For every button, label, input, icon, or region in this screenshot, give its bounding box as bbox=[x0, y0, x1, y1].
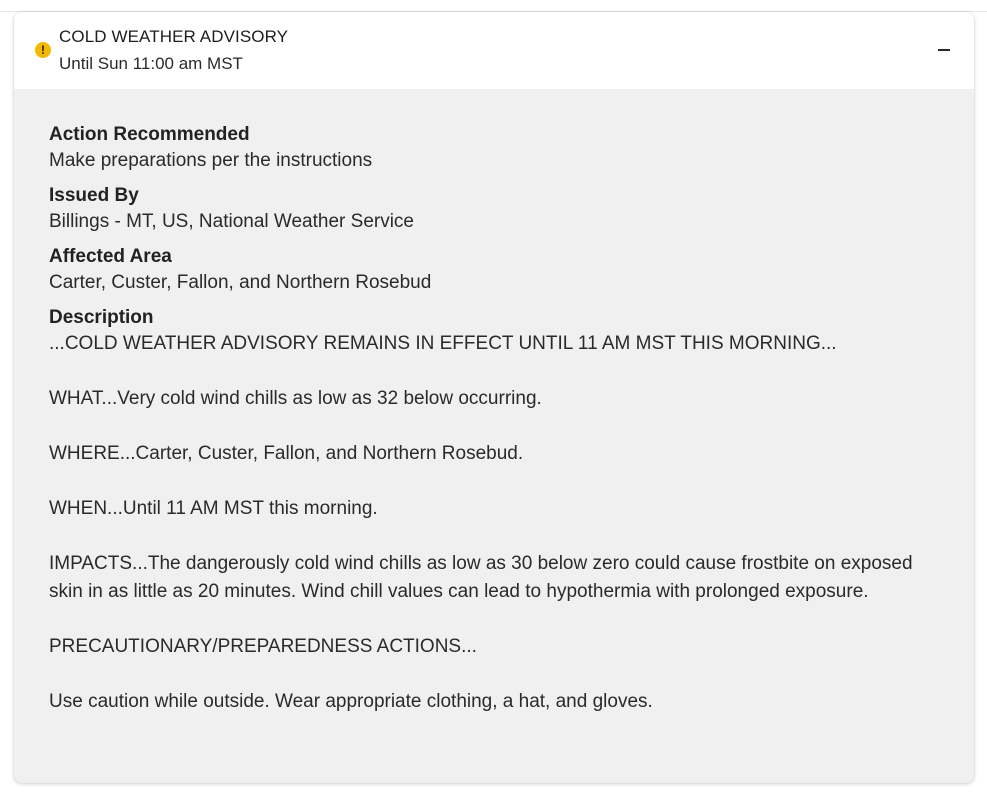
description-paragraph: WHAT...Very cold wind chills as low as 32 below occurring. bbox=[49, 388, 542, 409]
alert-expiry: Until Sun 11:00 am MST bbox=[59, 54, 243, 73]
action-recommended-section bbox=[49, 122, 939, 174]
issued-by-value: Billings - MT, US, National Weather Service bbox=[49, 211, 414, 232]
issued-by-label: Issued By bbox=[49, 185, 139, 206]
alert-header[interactable] bbox=[14, 12, 974, 89]
affected-area-label: Affected Area bbox=[49, 246, 172, 267]
description-paragraph: ...COLD WEATHER ADVISORY REMAINS IN EFFECT UNTIL 11 AM MST THIS MORNING... bbox=[49, 333, 837, 354]
affected-area-value: Carter, Custer, Fallon, and Northern Rosebud bbox=[49, 272, 432, 293]
action-recommended-value: Make preparations per the instructions bbox=[49, 150, 373, 171]
issued-by-section bbox=[49, 183, 939, 235]
description-paragraph: PRECAUTIONARY/PREPAREDNESS ACTIONS... bbox=[49, 635, 477, 657]
description-section bbox=[49, 305, 939, 715]
description-paragraph: WHEN...Until 11 AM MST this morning. bbox=[49, 498, 378, 519]
affected-area-section bbox=[49, 244, 939, 296]
alert-details bbox=[14, 89, 974, 715]
description-paragraph: IMPACTS...The dangerously cold wind chills as low as 30 below zero could cause frostbite on exposed skin in as little as 20 minutes. Wind chill values can lead to hypothermia with prolonged exposure. bbox=[49, 553, 913, 602]
description-paragraph: Use caution while outside. Wear appropriate clothing, a hat, and gloves. bbox=[49, 690, 653, 712]
minus-icon bbox=[938, 49, 950, 51]
action-recommended-label: Action Recommended bbox=[49, 124, 250, 145]
description-paragraph: WHERE...Carter, Custer, Fallon, and Northern Rosebud. bbox=[49, 443, 524, 464]
weather-alert-card bbox=[14, 12, 974, 783]
alert-title: COLD WEATHER ADVISORY bbox=[59, 27, 289, 46]
collapse-button[interactable] bbox=[934, 39, 954, 59]
warning-exclamation-icon: ! bbox=[35, 42, 51, 58]
description-label: Description bbox=[49, 307, 154, 328]
